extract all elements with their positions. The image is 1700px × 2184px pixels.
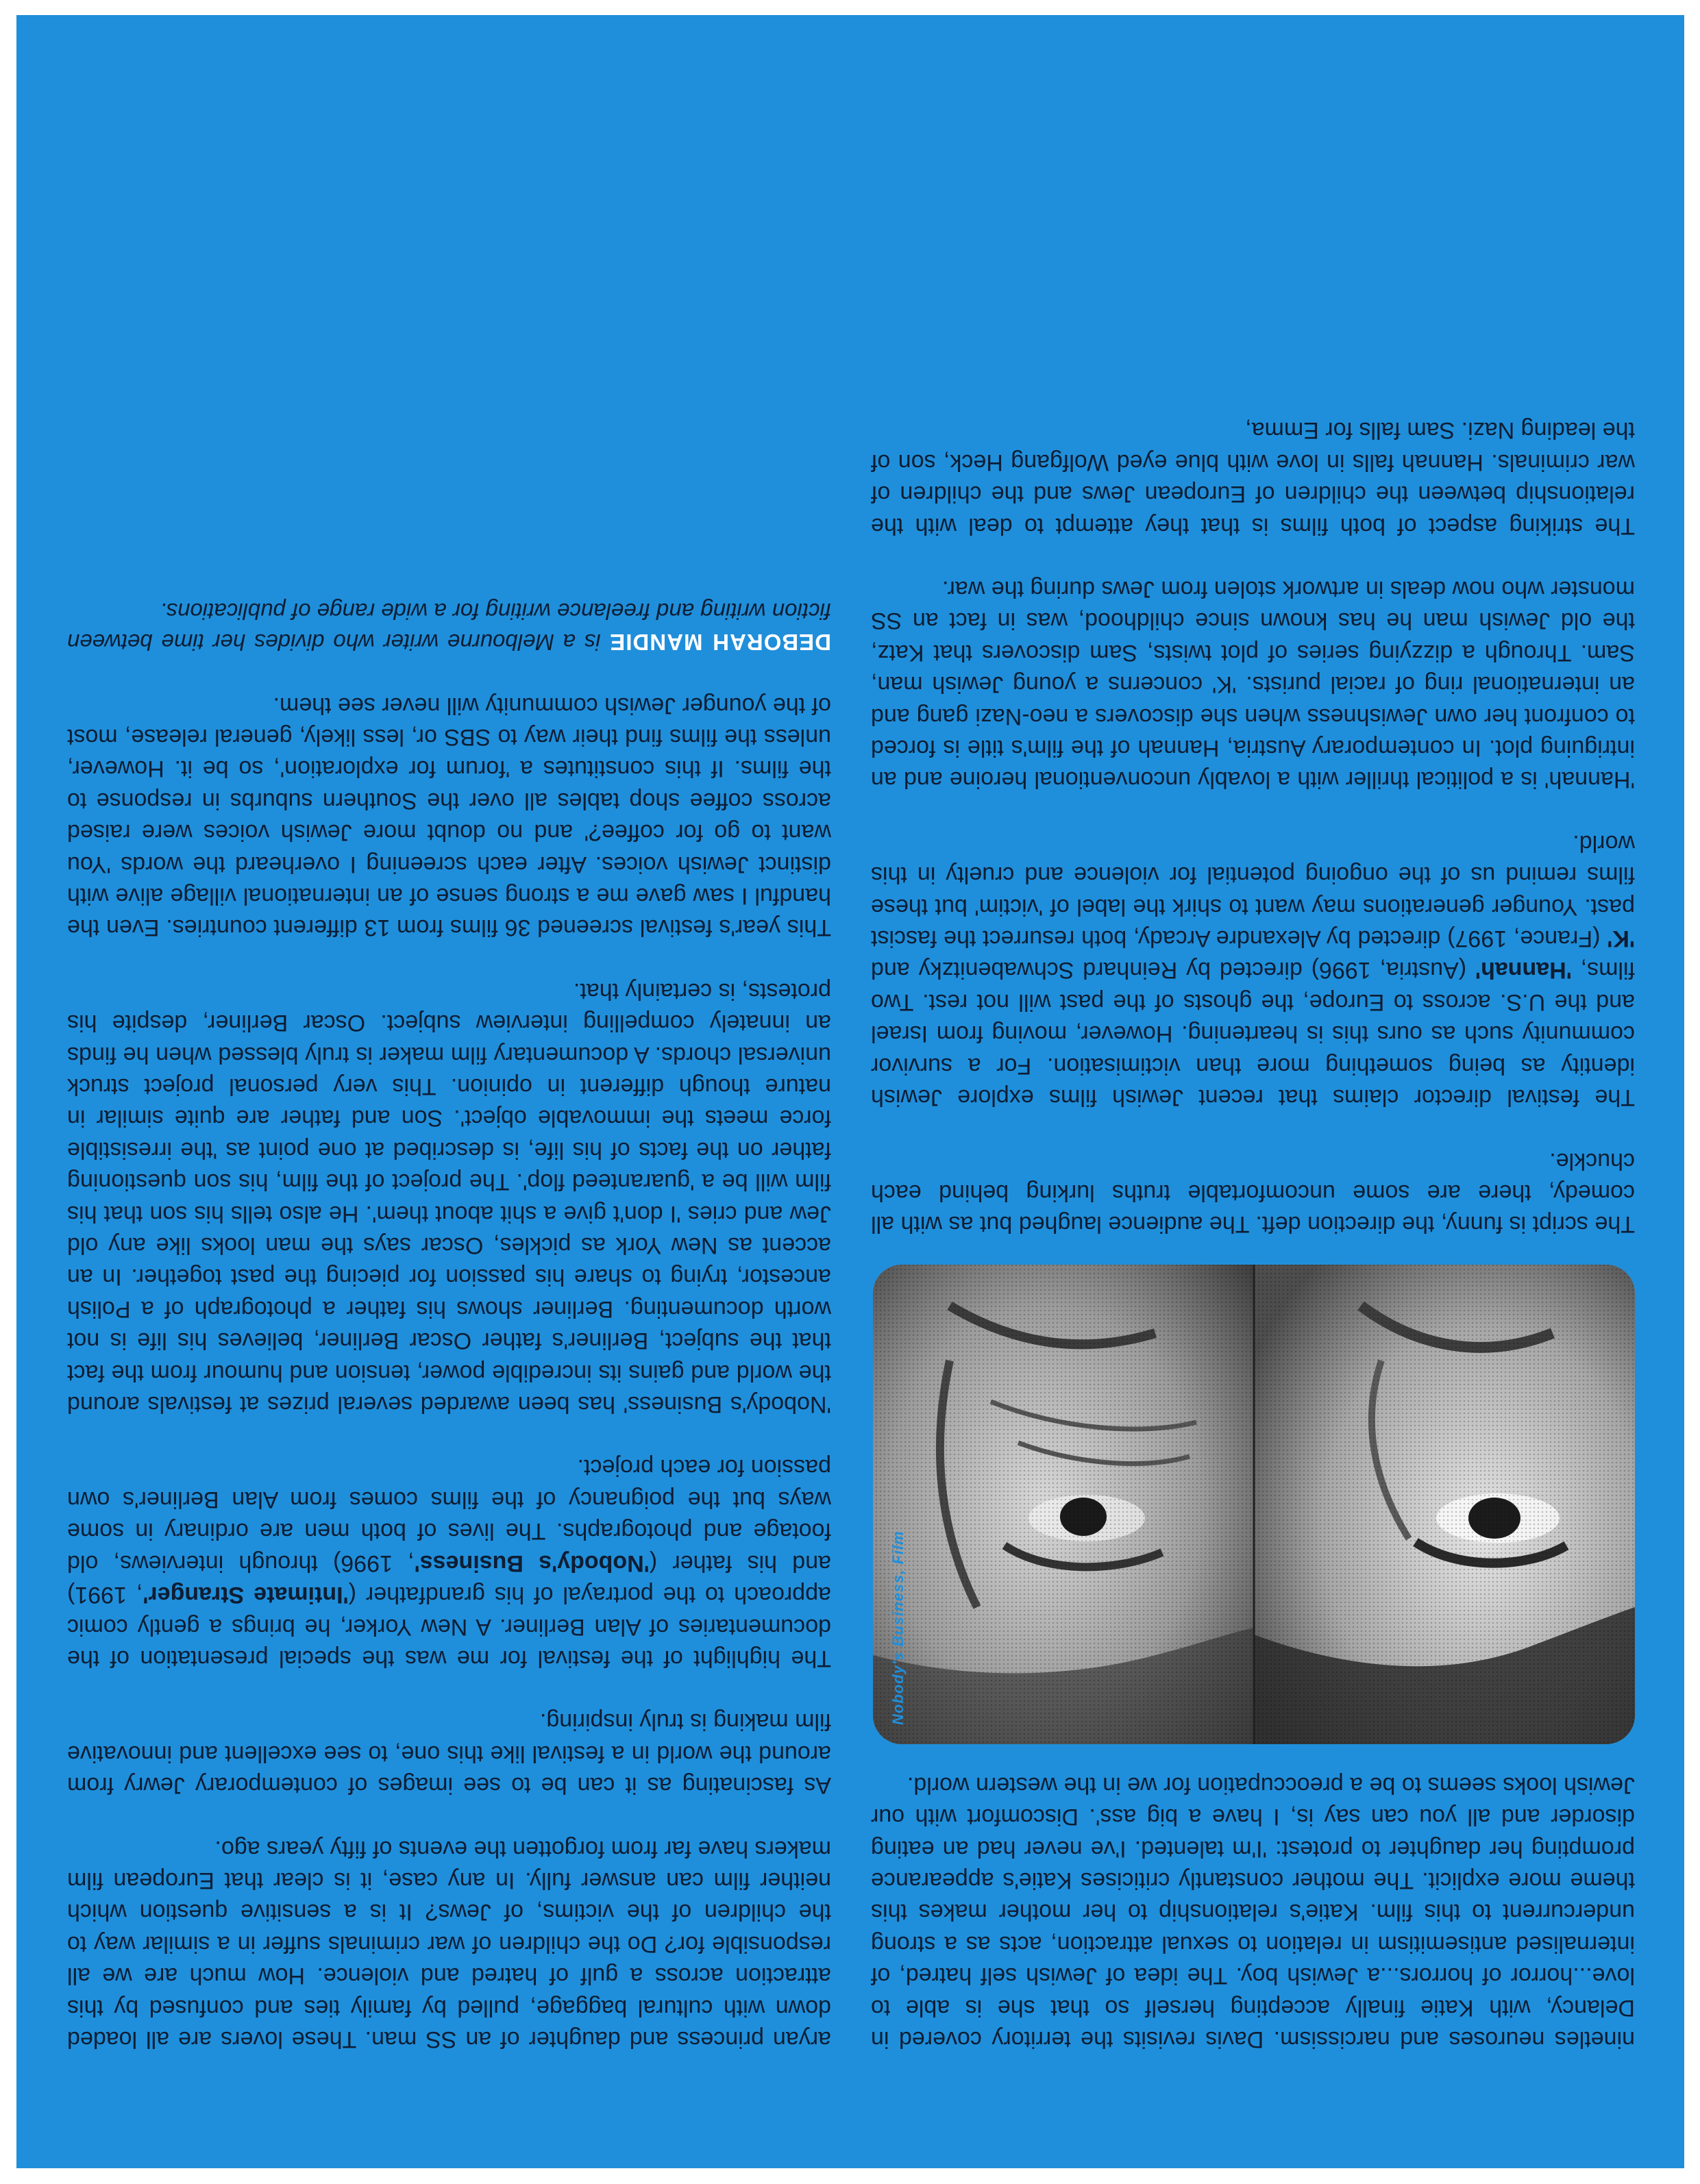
paragraph: 'Hannah' is a political thriller with a lovably unconventional heroine and an intriguing plot. In contemporary Austria, Hannah of the film's title is forced to confront her own Jewishness when she discovers a neo-Nazi gang and an international ring of racial purists. 'K' concerns a young Jewish man, Sam. Through a dizzying series of plot twists, Sam discovers that Katz, the old Jewish man he has known since childhood, was in fact an SS monster who now deals in artwork stolen from Jews during the war. [871, 576, 1635, 793]
author-bio-text: is a Melbourne writer who divides her time between fiction writing and freelance writing for a wide range of publications. [67, 599, 831, 656]
paragraph: ninetles neuroses and narcissism. Davis revisits the territory covered in Delancy, with Katie finally accepting herself so that she is able to love...horror of horrors...a Jewish boy. The idea of Jewish self hatred, of internalised antisemitism in relation to sexual attraction, acts as a strong undercurrent to this film. Katie's relationship to her mother makes this theme more explicit. The mother constantly criticises Katie's appearance prompting her daughter to protest: 'I'm talented. I've never had an eating disorder and all you can say is, I have a big ass'. Discomfort with our Jewish looks seems to be a preoccupation for we in the western world. [871, 1772, 1635, 2052]
left-column [871, 383, 1635, 2055]
film-title-intimate-stranger: 'Intimate Stranger' [143, 1582, 349, 1609]
text-run: The festival director claims that recent Jewish films explore Jewish identity as being something more than victimisation. For a survivor community such as ours this is heartening. However, moving from Israel and the U.S. across to Europe, the ghosts of the past will not rest. Two films, [871, 957, 1635, 1111]
paragraph: aryan princess and daughter of an SS man. These lovers are all loaded down with cultural baggage, pulled by family ties and confused by this attraction across a gulf of hatred and violence. How much are we all responsible for? Do the children of war criminals suffer in a similar way to the children of the victims, of Jews? It is a sensitive question which neither film can answer fully. In any case, it is clear that European film makers have far from forgotten the events of fifty years ago. [67, 1835, 831, 2052]
right-column [67, 596, 831, 2055]
text-run: , 1991) and his father ( [67, 1550, 831, 1609]
film-title-hannah: 'Hannah' [1475, 957, 1572, 984]
film-still-image [873, 1265, 1635, 1744]
text-run: The highlight of the festival for me was the special presentation of the documentaries of Alan Berliner. A New Yorker, he brings a gently comic approach to the portrayal of his grandfather ( [67, 1582, 831, 1672]
text-run: (France, 1997) directed by Alexandre Arcady, both resurrect the fascist past. Younger generations may want to shirk the label of 'victim' but these films remind us of the ongoing potential for violence and cruelty in this world. [871, 830, 1635, 952]
paragraph: This year's festival screened 36 films from 13 different countries. Even the handful I saw gave me a strong sense of an international village alive with distinct Jewish voices. After each screening I overheard the words 'You want to go for coffee?' and no doubt more Jewish voices were raised across coffee shop tables all over the Southern suburbs in response to the films. If this constitutes a 'forum for exploration', so be it. However, unless the films find their way to SBS or, less likely, general release, most of the younger Jewish community will never see them. [67, 692, 831, 941]
author-name: DEBORAH MANDIE [609, 630, 831, 656]
paragraph: The striking aspect of both films is that they attempt to deal with the relationship between the children of European Jews and the children of war criminals. Hannah falls in love with blue eyed Wolfgang Heck, son of the leading Nazi. Sam falls for Emma, [871, 417, 1635, 539]
film-still-photo [873, 1265, 1635, 1744]
paragraph [871, 827, 1635, 1113]
photo-caption: Nobody's Business, Film [889, 1530, 907, 1726]
film-title-nobodys-business: 'Nobody's Business' [414, 1550, 650, 1576]
magazine-page [16, 15, 1684, 2168]
paragraph: 'Nobody's Business' has been awarded several prizes at festivals around the world and gains its incredible power, tension and humour from the fact that the subject, Berliner's father Oscar Berliner, believes his life is not worth documenting. Berliner shows his father a photograph of a Polish ancestor, trying to share his passion for piecing the past together. In an accent as New York as pickles, Oscar says the man looks like any old Jew and cries 'I don't give a shit about them'. He also tells his son that his film will be a 'guaranteed flop'. The project of the film, his son questioning father on the facts of his life, is described at one point as 'the irresistible force meets the immovable object'. Son and father are quite similar in nature though different in opinion. This very personal project struck universal chords. A documentary film maker is truly blessed when he finds an innately compelling interview subject. Oscar Berliner, despite his protests, is certainly that. [67, 978, 831, 1418]
rotated-content [16, 15, 1684, 2168]
paragraph: As fascinating as it can be to see images of contemporary Jewry from around the world in a festival like this one, to see excellent and innovative film making is truly inspiring. [67, 1709, 831, 1799]
author-bio [67, 596, 831, 658]
text-run: (Austria, 1996) directed by Reinhard Schwabenitzky and [871, 957, 1475, 984]
paragraph: The script is funny, the direction deft. The audience laughed but as with all comedy, there are some uncomfortable truths lurking behind each chuckle. [871, 1147, 1635, 1238]
film-title-k: 'K' [1607, 926, 1635, 952]
text-run: , 1996) through interviews, old footage and photographs. The lives of both men are ordinary in some ways but the poignancy of the films comes from Alan Berliner's own passion for each project. [66, 1454, 831, 1576]
paragraph [67, 1452, 831, 1674]
